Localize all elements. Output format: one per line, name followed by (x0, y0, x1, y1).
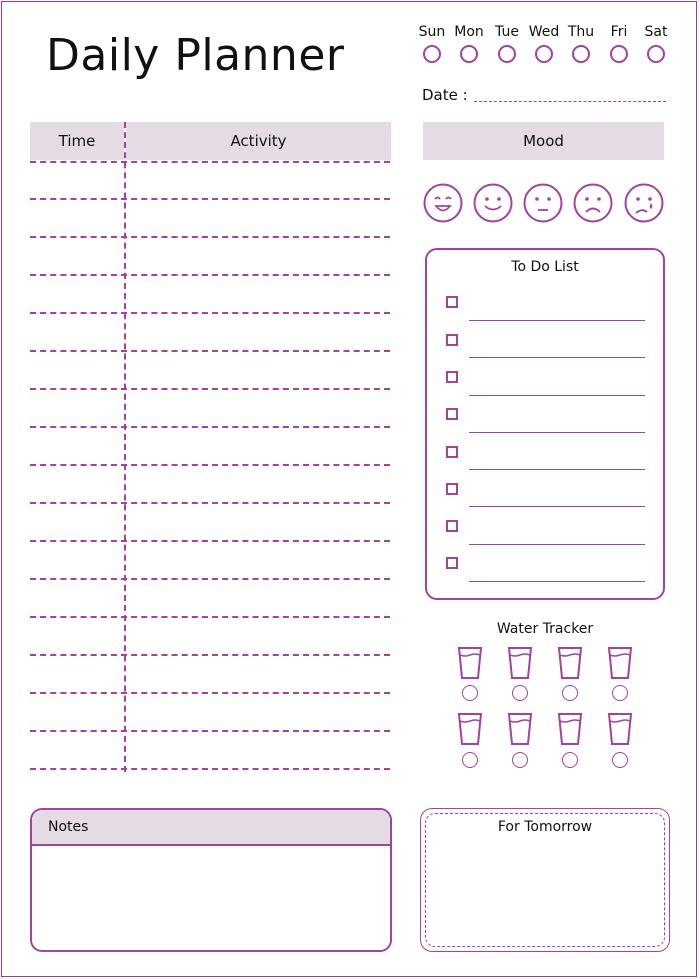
water-tracker-title: Water Tracker (496, 621, 594, 637)
water-glass-icon[interactable] (507, 712, 533, 746)
todo-line[interactable] (469, 320, 645, 321)
laughing-face-icon[interactable] (423, 183, 463, 223)
todo-checkbox[interactable] (446, 557, 458, 569)
schedule-column-divider (124, 122, 126, 772)
page-title: Daily Planner (46, 30, 345, 81)
todo-line[interactable] (469, 506, 645, 507)
schedule-row[interactable] (30, 692, 390, 694)
schedule-row[interactable] (30, 161, 390, 163)
water-glass-icon[interactable] (607, 712, 633, 746)
todo-checkbox[interactable] (446, 371, 458, 383)
schedule-row[interactable] (30, 616, 390, 618)
schedule-row[interactable] (30, 578, 390, 580)
water-check-circle[interactable] (562, 752, 578, 768)
water-glass-icon[interactable] (557, 646, 583, 680)
todo-line[interactable] (469, 357, 645, 358)
water-glass-icon[interactable] (557, 712, 583, 746)
schedule-row[interactable] (30, 198, 390, 200)
weekday-label-sun: Sun (418, 24, 446, 40)
schedule-row[interactable] (30, 426, 390, 428)
water-check-circle[interactable] (562, 685, 578, 701)
todo-list-box (425, 248, 665, 600)
weekday-label-tue: Tue (495, 24, 519, 40)
water-check-circle[interactable] (462, 752, 478, 768)
weekday-label-wed: Wed (528, 24, 560, 40)
weekday-checkbox-wed[interactable] (535, 45, 553, 63)
weekday-checkbox-thu[interactable] (572, 45, 590, 63)
schedule-row[interactable] (30, 388, 390, 390)
weekday-label-mon: Mon (454, 24, 484, 40)
notes-header (32, 810, 390, 846)
schedule-row[interactable] (30, 464, 390, 466)
water-glass-icon[interactable] (457, 712, 483, 746)
date-label: Date : (422, 86, 468, 104)
weekday-checkbox-sat[interactable] (647, 45, 665, 63)
water-glass-icon[interactable] (507, 646, 533, 680)
schedule-row[interactable] (30, 236, 390, 238)
weekday-label-fri: Fri (610, 24, 628, 40)
schedule-row[interactable] (30, 350, 390, 352)
todo-line[interactable] (469, 432, 645, 433)
schedule-row[interactable] (30, 312, 390, 314)
todo-list-title: To Do List (511, 259, 579, 275)
weekday-checkbox-fri[interactable] (610, 45, 628, 63)
sad-face-icon[interactable] (573, 183, 613, 223)
water-check-circle[interactable] (612, 685, 628, 701)
todo-checkbox[interactable] (446, 296, 458, 308)
todo-checkbox[interactable] (446, 408, 458, 420)
weekday-label-thu: Thu (567, 24, 595, 40)
water-check-circle[interactable] (512, 752, 528, 768)
notes-title: Notes (48, 819, 89, 835)
schedule-row[interactable] (30, 502, 390, 504)
schedule-row[interactable] (30, 654, 390, 656)
mood-header: Mood (423, 122, 664, 160)
weekday-checkbox-sun[interactable] (423, 45, 441, 63)
time-column-header: Time (30, 122, 124, 160)
schedule-row[interactable] (30, 540, 390, 542)
smiling-face-icon[interactable] (473, 183, 513, 223)
todo-checkbox[interactable] (446, 520, 458, 532)
todo-line[interactable] (469, 469, 645, 470)
todo-checkbox[interactable] (446, 334, 458, 346)
todo-line[interactable] (469, 395, 645, 396)
weekday-label-sat: Sat (644, 24, 668, 40)
activity-column-header: Activity (126, 122, 391, 160)
weekday-checkbox-tue[interactable] (498, 45, 516, 63)
neutral-face-icon[interactable] (523, 183, 563, 223)
crying-face-icon[interactable] (624, 183, 664, 223)
schedule-row[interactable] (30, 768, 390, 770)
for-tomorrow-title: For Tomorrow (497, 819, 593, 835)
water-check-circle[interactable] (462, 685, 478, 701)
water-glass-icon[interactable] (607, 646, 633, 680)
todo-checkbox[interactable] (446, 446, 458, 458)
notes-box[interactable] (30, 808, 392, 952)
todo-line[interactable] (469, 581, 645, 582)
schedule-row[interactable] (30, 274, 390, 276)
todo-checkbox[interactable] (446, 483, 458, 495)
weekday-checkbox-mon[interactable] (460, 45, 478, 63)
water-check-circle[interactable] (612, 752, 628, 768)
water-check-circle[interactable] (512, 685, 528, 701)
water-glass-icon[interactable] (457, 646, 483, 680)
schedule-row[interactable] (30, 730, 390, 732)
date-field[interactable] (474, 101, 666, 102)
todo-line[interactable] (469, 544, 645, 545)
